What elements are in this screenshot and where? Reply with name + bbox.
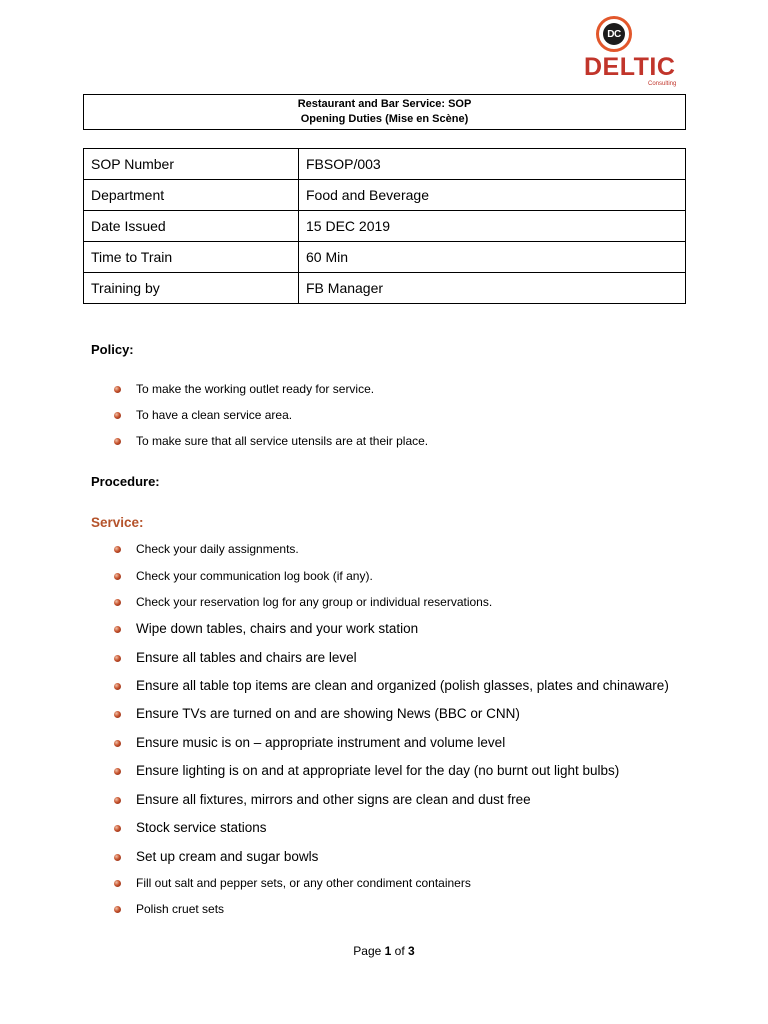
info-value: FBSOP/003 [299, 149, 686, 180]
bullet-icon [114, 655, 121, 662]
document-subtitle: Opening Duties (Mise en Scène) [300, 113, 469, 125]
logo-mark-text: DC [603, 23, 625, 45]
list-item: Ensure TVs are turned on and are showing News (BBC or CNN) [136, 706, 520, 721]
info-value: Food and Beverage [299, 180, 686, 211]
bullet-icon [114, 854, 121, 861]
list-item: Stock service stations [136, 820, 267, 835]
bullet-icon [114, 386, 121, 393]
info-value: 15 DEC 2019 [299, 211, 686, 242]
info-label: Training by [84, 273, 299, 304]
page-word: Page [353, 944, 382, 958]
service-heading: Service: [91, 515, 144, 530]
list-item: Polish cruet sets [136, 902, 224, 916]
bullet-icon [114, 412, 121, 419]
list-item: Check your daily assignments. [136, 542, 299, 556]
list-item: Set up cream and sugar bowls [136, 849, 318, 864]
logo-wordmark: DELTIC [584, 53, 676, 81]
table-row [84, 211, 686, 242]
page-total: 3 [408, 944, 415, 958]
document-title: Restaurant and Bar Service: SOP [297, 98, 472, 110]
list-item: Ensure lighting is on and at appropriate level for the day (no burnt out light bulbs) [136, 763, 619, 778]
list-item: Check your reservation log for any group or individual reservations. [136, 595, 492, 609]
list-item: To make the working outlet ready for service. [136, 382, 374, 396]
list-item: To make sure that all service utensils are at their place. [136, 434, 428, 448]
bullet-icon [114, 797, 121, 804]
of-word: of [394, 944, 405, 958]
info-label: Department [84, 180, 299, 211]
bullet-icon [114, 626, 121, 633]
bullet-icon [114, 906, 121, 913]
info-label: Time to Train [84, 242, 299, 273]
info-value: FB Manager [299, 273, 686, 304]
policy-heading: Policy: [91, 342, 134, 357]
table-row [84, 273, 686, 304]
document-title-box [83, 94, 686, 130]
bullet-icon [114, 683, 121, 690]
bullet-icon [114, 711, 121, 718]
bullet-icon [114, 740, 121, 747]
bullet-icon [114, 573, 121, 580]
info-value: 60 Min [299, 242, 686, 273]
info-label: Date Issued [84, 211, 299, 242]
company-logo [580, 16, 690, 88]
list-item: To have a clean service area. [136, 408, 292, 422]
list-item: Ensure all fixtures, mirrors and other signs are clean and dust free [136, 792, 531, 807]
list-item: Ensure all table top items are clean and organized (polish glasses, plates and chinaware) [136, 678, 669, 693]
bullet-icon [114, 438, 121, 445]
logo-subtitle: Consulting [648, 81, 677, 87]
list-item: Fill out salt and pepper sets, or any other condiment containers [136, 876, 471, 890]
bullet-icon [114, 825, 121, 832]
table-row [84, 149, 686, 180]
list-item: Ensure music is on – appropriate instrument and volume level [136, 735, 505, 750]
bullet-icon [114, 768, 121, 775]
procedure-heading: Procedure: [91, 474, 160, 489]
bullet-icon [114, 599, 121, 606]
list-item: Wipe down tables, chairs and your work station [136, 621, 418, 636]
info-label: SOP Number [84, 149, 299, 180]
table-row [84, 180, 686, 211]
bullet-icon [114, 880, 121, 887]
list-item: Check your communication log book (if any). [136, 569, 373, 583]
list-item: Ensure all tables and chairs are level [136, 650, 357, 665]
page-footer [0, 944, 768, 958]
sop-info-table [83, 148, 686, 304]
bullet-icon [114, 546, 121, 553]
logo-mark-icon [596, 16, 632, 52]
page-number: 1 [384, 944, 392, 958]
table-row [84, 242, 686, 273]
